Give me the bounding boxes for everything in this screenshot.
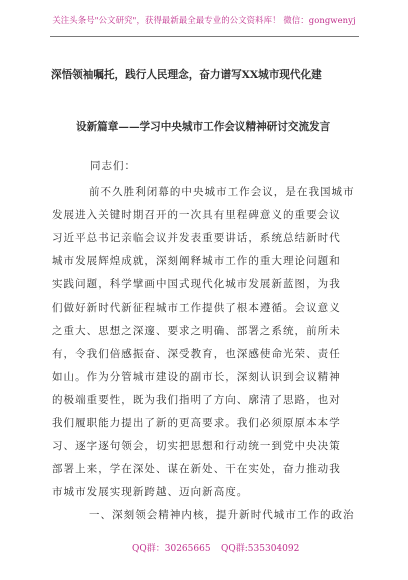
footer-qq-group-2: QQ群:535304092 [221, 544, 300, 554]
header-divider [50, 36, 359, 37]
document-body [52, 158, 358, 528]
body-line: 习、逐字逐句领会，切实把思想和行动统一到党中央决策 [52, 440, 341, 453]
salutation: 同志们： [90, 160, 136, 172]
body-line: 们做好新时代新征程城市工作提供了根本遵循。会议意义 [52, 301, 341, 314]
body-line: 发展进入关键时期召开的一次具有里程碑意义的重要会议 [52, 209, 341, 222]
body-line: 习近平总书记亲临会议并发表重要讲话，系统总结新时代 [52, 232, 341, 245]
body-line: 部署上来，学在深处、谋在新处、干在实处，奋力推动我 [52, 463, 341, 476]
body-line: 前不久胜利闭幕的中央城市工作会议，是在我国城市 [89, 186, 355, 199]
footer-qq-group-1: QQ群：30265665 [132, 544, 211, 554]
body-line: 有，令我们倍感振奋、深受教育，也深感使命光荣、责任 [52, 347, 341, 360]
document-title-line-1: 深悟领袖嘱托，践行人民理念，奋力谱写XX城市现代化建 [51, 69, 322, 81]
footer [0, 541, 408, 555]
body-line: 市城市发展实现新跨越、迈向新高度。 [52, 486, 249, 499]
document-title-line-2: 设新篇章——学习中央城市工作会议精神研讨交流发言 [76, 121, 331, 133]
body-line: 实践问题，科学擘画中国式现代化城市发展新蓝图，为我 [52, 278, 341, 291]
body-line: 的极端重要性，既为我们指明了方向、廓清了思路，也对 [52, 393, 341, 406]
body-line: 城市发展辉煌成就，深刻阐释城市工作的重大理论问题和 [52, 255, 341, 268]
body-line: 之重大、思想之深邃、要求之明确、部署之系统，前所未 [52, 324, 341, 337]
salutation-row-spacer [52, 158, 358, 181]
body-line: 一、深刻领会精神内核，提升新时代城市工作的政治 [89, 509, 355, 522]
body-line: 如山。作为分管城市建设的副市长，深刻认识到会议精神 [52, 370, 341, 383]
header-banner: 关注头条号"公文研究"，获得最新最全最专业的公文资料库！ 微信：gongwenyj [52, 15, 356, 25]
body-line: 我们履职能力提出了新的更高要求。我们必须原原本本学 [52, 417, 341, 430]
